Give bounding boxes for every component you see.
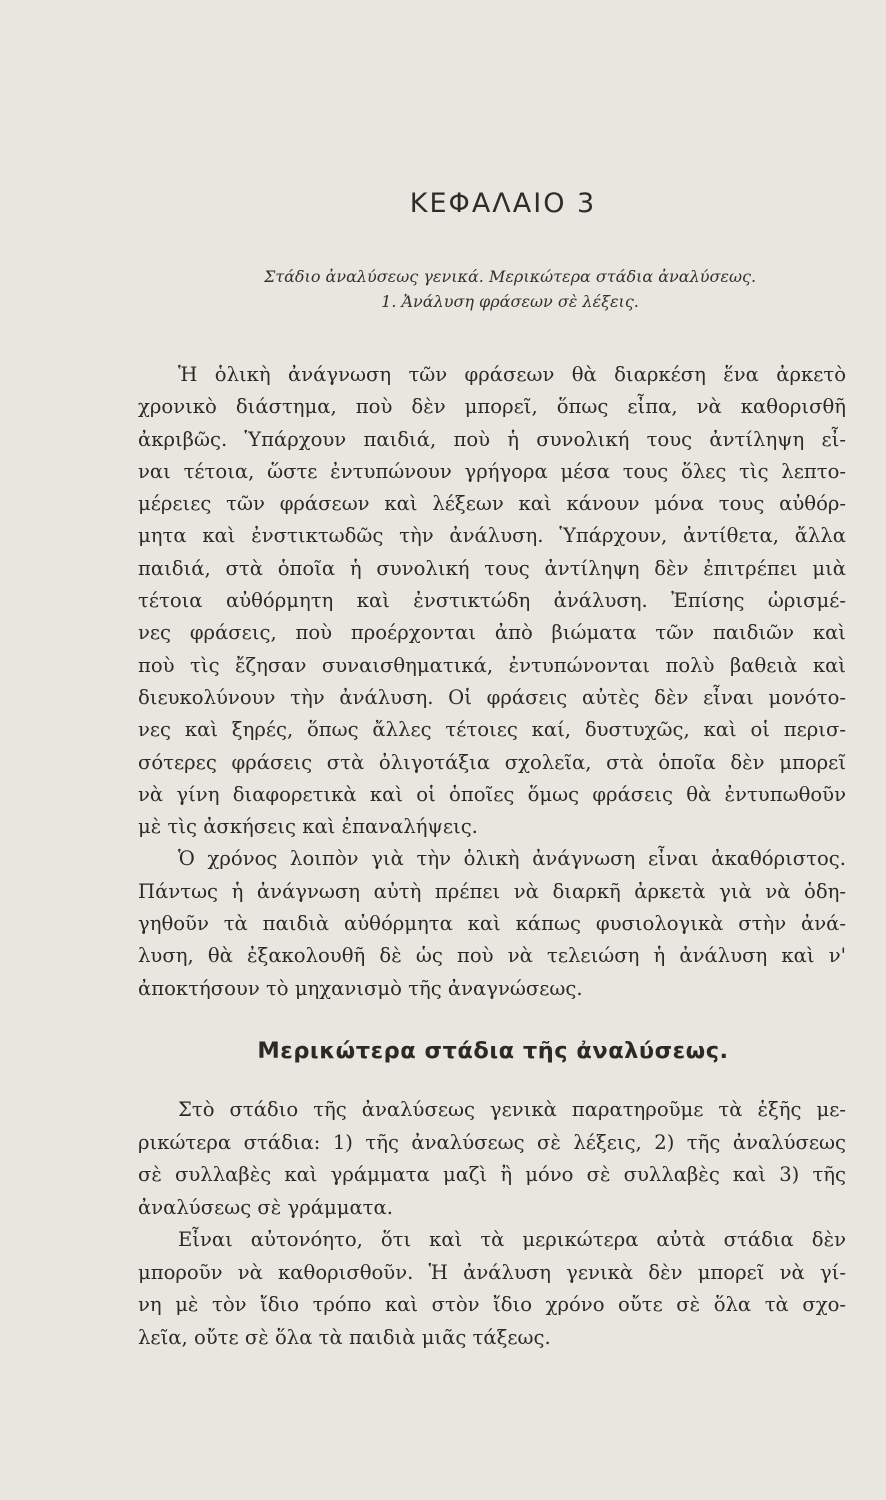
text-line: Πάντως ἡ ἀνάγνωση αὐτὴ πρέπει νὰ διαρκῆ ἀρκετὰ γιὰ νὰ ὁδη- [138, 879, 846, 903]
paragraph-2 [138, 843, 846, 1004]
text-line: σότερες φράσεις στὰ ὀλιγοτάξια σχολεῖα, στὰ ὁποῖα δὲν μπορεῖ [138, 750, 846, 774]
chapter-title: ΚΕΦΑΛΑΙΟ 3 [409, 188, 597, 219]
text-line: λεῖα, οὔτε σὲ ὅλα τὰ παιδιὰ μιᾶς τάξεως. [138, 1325, 551, 1349]
text-line: ἀκριβῶς. Ὑπάρχουν παιδιά, ποὺ ἡ συνολική τους ἀντίληψη εἶ- [138, 427, 846, 451]
text-line: Ὁ χρόνος λοιπὸν γιὰ τὴν ὁλικὴ ἀνάγνωση εἶναι ἀκαθόριστος. [178, 847, 846, 871]
paragraph-3 [138, 1094, 846, 1224]
text-line: νες φράσεις, ποὺ προέρχονται ἀπὸ βιώματα τῶν παιδιῶν καὶ [138, 621, 846, 645]
text-line: ἀναλύσεως σὲ γράμματα. [138, 1195, 393, 1219]
text-line: ναι τέτοια, ὥστε ἐντυπώνουν γρήγορα μέσα τους ὅλες τὶς λεπτο- [138, 459, 846, 483]
text-line: γηθοῦν τὰ παιδιὰ αὐθόρμητα καὶ κάπως φυσιολογικὰ στὴν ἀνά- [138, 912, 846, 936]
text-line: νὰ γίνη διαφορετικὰ καὶ οἱ ὁποῖες ὅμως φράσεις θὰ ἐντυπωθοῦν [138, 782, 846, 806]
text-line: Ἡ ὁλικὴ ἀνάγνωση τῶν φράσεων θὰ διαρκέση ἕνα ἀρκετὸ [178, 363, 846, 386]
text-line: ποὺ τὶς ἔζησαν συναισθηματικά, ἐντυπώνονται πολὺ βαθειὰ καὶ [138, 653, 846, 677]
text-line: ρικώτερα στάδια: 1) τῆς ἀναλύσεως σὲ λέξεις, 2) τῆς ἀναλύσεως [138, 1130, 846, 1154]
text-line: Εἶναι αὐτονόητο, ὅτι καὶ τὰ μερικώτερα αὐτὰ στάδια δὲν [178, 1228, 846, 1251]
text-line: μέρειες τῶν φράσεων καὶ λέξεων καὶ κάνουν μόνα τους αὐθόρ- [138, 492, 846, 516]
section-heading: Μερικώτερα στάδια τῆς ἀναλύσεως. [257, 1038, 729, 1064]
text-line: παιδιά, στὰ ὁποῖα ἡ συνολική τους ἀντίληψη δὲν ἐπιτρέπει μιὰ [138, 556, 846, 580]
text-line: τέτοια αὐθόρμητη καὶ ἐνστικτώδη ἀνάλυση. Ἐπίσης ὡρισμέ- [138, 589, 846, 613]
paragraph-4 [138, 1224, 846, 1354]
subtitle-line-1: Στάδιο ἀναλύσεως γενικά. Μερικώτερα στάδια ἀναλύσεως. [263, 267, 757, 286]
text-line: μητα καὶ ἐνστικτωδῶς τὴν ἀνάλυση. Ὑπάρχουν, ἀντίθετα, ἄλλα [138, 524, 846, 548]
text-line: χρονικὸ διάστημα, ποὺ δὲν μπορεῖ, ὅπως εἶπα, νὰ καθορισθῆ [138, 395, 846, 419]
body-text-lower [138, 1094, 846, 1354]
text-line: νες καὶ ξηρές, ὅπως ἄλλες τέτοιες καί, δυστυχῶς, καὶ οἱ περισ- [138, 718, 846, 742]
text-line: μποροῦν νὰ καθορισθοῦν. Ἡ ἀνάλυση γενικὰ δὲν μπορεῖ νὰ γί- [138, 1260, 846, 1284]
text-line: διευκολύνουν τὴν ἀνάλυση. Οἱ φράσεις αὐτὲς δὲν εἶναι μονότο- [138, 685, 846, 709]
subtitle-line-2: 1. Ἀνάλυση φράσεων σὲ λέξεις. [381, 292, 639, 311]
chapter-subtitle [210, 264, 810, 314]
text-line: σὲ συλλαβὲς καὶ γράμματα μαζὶ ἢ μόνο σὲ συλλαβὲς καὶ 3) τῆς [138, 1163, 846, 1186]
text-line: μὲ τὶς ἀσκήσεις καὶ ἐπαναλήψεις. [138, 815, 478, 839]
text-line: νη μὲ τὸν ἴδιο τρόπο καὶ στὸν ἴδιο χρόνο οὔτε σὲ ὅλα τὰ σχο- [138, 1293, 846, 1316]
paragraph-1 [138, 359, 846, 843]
text-line: ἀποκτήσουν τὸ μηχανισμὸ τῆς ἀναγνώσεως. [138, 976, 583, 1000]
text-line: λυση, θὰ ἐξακολουθῆ δὲ ὡς ποὺ νὰ τελειώση ἡ ἀνάλυση καὶ ν' [138, 944, 846, 968]
body-text-upper [138, 359, 846, 1005]
text-line: Στὸ στάδιο τῆς ἀναλύσεως γενικὰ παρατηροῦμε τὰ ἑξῆς με- [178, 1098, 846, 1121]
